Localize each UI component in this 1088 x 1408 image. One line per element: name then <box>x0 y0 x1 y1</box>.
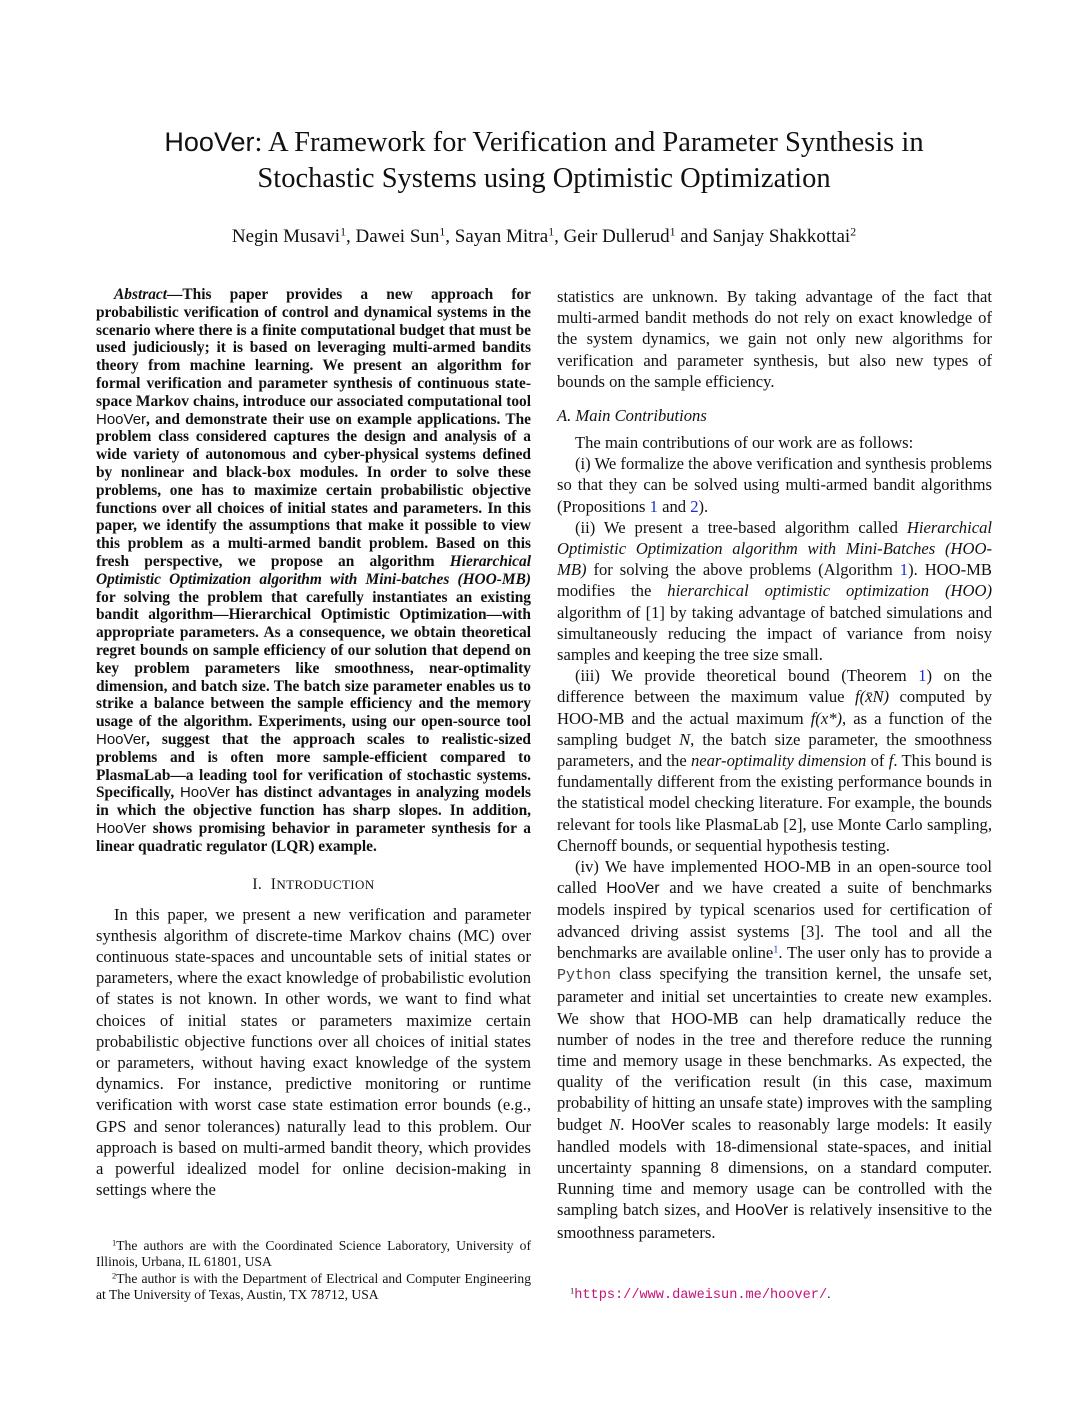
author-separator: , <box>345 226 356 247</box>
right-column <box>557 286 992 1243</box>
contribution-text: scales to reasonably large models: It easily handled models with 18-dimensional state-spaces, and initial uncertainty spanning 8 dimensions, on a standard computer. Running time and memory usage can be controlled with the sampling batch sizes, and <box>557 1114 993 1220</box>
abstract-label: Abstract <box>114 286 168 303</box>
footnote <box>96 1271 531 1302</box>
author-and: and <box>675 226 713 247</box>
footnote-text: The author is with the Department of Electrical and Computer Engineering at The University of Texas, Austin, TX 78712, USA <box>96 1271 531 1302</box>
author-affiliation-mark: 1 <box>548 225 555 239</box>
contribution-text: (ii) We present a tree-based algorithm called <box>575 517 907 537</box>
math-expression: N <box>679 729 691 749</box>
paper-title <box>110 124 978 197</box>
footnote-text: . <box>827 1286 831 1301</box>
contribution-text: . The user only has to provide a <box>778 942 992 962</box>
contribution-text: and we have created a suite of benchmarks models inspired by typical scenarios used for certification of advanced driving assist systems [3]. The tool and all the benchmarks are available online <box>557 878 992 962</box>
tool-name: HooVer <box>179 784 230 802</box>
project-url-link[interactable]: https://www.daweisun.me/hoover/ <box>574 1288 828 1303</box>
section-title-initial: I <box>270 875 277 893</box>
contribution-item <box>557 856 992 1243</box>
section-heading-introduction <box>96 876 531 894</box>
footnote-right <box>570 1286 831 1303</box>
contribution-text: ). HOO-MB modifies the <box>557 560 992 601</box>
author-affiliation-mark: 1 <box>340 225 346 239</box>
abstract-text: , and demonstrate their use on example applications. The problem class considered captures the design and analysis of a wide variety of autonomous and cyber-physical systems defined by nonlinear and black-box modules. In order to solve these problems, one has to maximize certain probabilistic objective functions over all choices of initial states and parameters. In this paper, we identify the assumptions that make it possible to view this problem as a multi-armed bandit problem. Based on this fresh perspective, we propose an algorithm <box>96 410 531 570</box>
footnote-mark: 1 <box>570 1285 575 1296</box>
contribution-text: (i) We formalize the above verification and synthesis problems so that they can be solved using multi-armed bandit algorithms (Propositions <box>557 454 992 516</box>
subsection-heading: A. Main Contributions <box>557 406 707 426</box>
abstract-text: This paper provides a new approach for probabilistic verification of control and dynamical systems in the scenario where there is a finite computational budget that must be used judiciously; it is based on leveraging multi-armed bandits theory from machine learning. We present an algorithm for formal verification and parameter synthesis of continuous state-space Markov chains, introduce our associated computational tool <box>96 286 531 410</box>
abstract-text: has distinct advantages in analyzing models in which the objective function has sharp slopes. In addition, <box>96 784 532 820</box>
contribution-text: class specifying the transition kernel, the unsafe set, parameter and initial set uncertainties to create new examples. We show that HOO-MB can help dramatically reduce the number of nodes in the tree and therefore reduce the running time and memory usage in these benchmarks. As expected, the quality of the verification result (in this case, maximum probability of hitting an unsafe state) improves with the sampling budget <box>557 964 992 1134</box>
code-text: Python <box>557 967 612 985</box>
title-line1: : A Framework for Verification and Parameter Synthesis in <box>254 127 924 158</box>
algorithm-name: hierarchical optimistic optimization (HOO) <box>667 581 992 601</box>
author-affiliation-mark: 2 <box>850 225 857 239</box>
title-line2: Stochastic Systems using Optimistic Optimization <box>257 163 831 194</box>
left-column <box>96 286 531 1200</box>
author-name: Dawei Sun <box>355 226 440 247</box>
contribution-text: ). <box>698 496 709 516</box>
intro-paragraph: In this paper, we present a new verification and parameter synthesis algorithm of discrete-time Markov chains (MC) over continuous state-spaces and uncountable sets of initial states or parameters, where the exact knowledge of probabilistic evolution of states is not known. In other words, we want to find what choices of initial states or parameters maximize certain probabilistic objective functions over all choices of initial states or parameters, without having exact knowledge of the system dynamics. For instance, predictive monitoring or runtime verification with worst case state estimation error bounds (e.g., GPS and senor tolerances) naturally lead to this problem. Our approach is based on multi-armed bandit theory, which provides a powerful idealized model for online decision-making in settings where the <box>96 904 531 1200</box>
abstract-text: , suggest that the approach scales to realistic-sized problems and is often more sample-efficient compared to PlasmaLab—a leading tool for verification of stochastic systems. Specifically, <box>96 730 531 802</box>
algorithm-name: Hierarchical Optimistic Optimization algorithm with Mini-Batches (HOO-MB) <box>557 517 992 580</box>
math-expression: f(x̄N) <box>854 687 890 707</box>
contribution-item <box>557 453 992 517</box>
emphasis-text: near-optimality dimension <box>690 751 867 771</box>
contributions-intro: The main contributions of our work are as follows: <box>575 433 914 453</box>
contribution-text: computed by HOO-MB and the actual maximum <box>557 687 993 728</box>
author-name: Sayan Mitra <box>454 226 549 247</box>
abstract-text: shows promising behavior in parameter synthesis for a linear quadratic regulator (LQR) example. <box>96 819 531 855</box>
contribution-text: (iv) We have implemented HOO-MB in an open-source tool called <box>557 857 992 898</box>
contribution-text: and <box>657 496 691 516</box>
contribution-text: ) on the difference between the maximum value <box>557 666 992 707</box>
abstract-text: for solving the problem that carefully instantiates an existing bandit algorithm—Hierarchical Optimistic Optimization—with appropriate parameters. As a consequence, we obtain theoretical regret bounds on sample efficiency of our solution that depend on key problem parameters like smoothness, near-optimality dimension, and batch size. The batch size parameter enables us to strike a balance between the sample efficiency and the memory usage of the algorithm. Experiments, using our open-source tool <box>96 588 531 731</box>
continuation-paragraph: statistics are unknown. By taking advantage of the fact that multi-armed bandit methods do not rely on exact knowledge of the system dynamics, we gain not only new algorithms for verification and parameter synthesis, but also new types of bounds on the sample efficiency. <box>557 287 992 391</box>
author-separator: , <box>554 226 564 247</box>
author-separator: , <box>445 226 455 247</box>
contribution-text: , as a function of the sampling budget <box>557 708 992 749</box>
author-list <box>110 225 978 249</box>
contribution-text: , the batch size parameter, the smoothness parameters, and the <box>557 729 992 771</box>
proposition-link[interactable]: 2 <box>690 496 699 516</box>
proposition-link[interactable]: 1 <box>649 496 658 516</box>
tool-name: HooVer <box>734 1202 789 1220</box>
footnote-mark: 1 <box>112 1237 117 1248</box>
author-name: Negin Musavi <box>231 226 341 247</box>
footnote <box>96 1238 531 1269</box>
tool-name: HooVer <box>96 410 147 428</box>
theorem-link[interactable]: 1 <box>918 666 927 686</box>
contribution-text: . <box>620 1114 632 1134</box>
section-title-rest: NTRODUCTION <box>276 876 375 892</box>
tool-name: HooVer <box>631 1116 685 1134</box>
author-affiliation-mark: 1 <box>439 225 446 239</box>
math-expression: f(x*) <box>810 708 843 728</box>
author-name: Geir Dullerud <box>563 226 670 247</box>
contribution-text: for solving the above problems (Algorithm <box>586 560 900 580</box>
algorithm-link[interactable]: 1 <box>899 560 909 580</box>
footnote-mark: 2 <box>112 1270 117 1281</box>
footnote-link[interactable]: 1 <box>773 944 779 956</box>
contribution-item <box>557 517 992 665</box>
contribution-text: algorithm of [1] by taking advantage of batched simulations and simultaneously reducing the impact of variance from noisy samples and keeping the tree size small. <box>557 602 992 665</box>
abstract <box>96 286 531 856</box>
tool-name: HooVer <box>96 730 147 748</box>
contribution-item <box>557 665 992 856</box>
contribution-text: (iii) We provide theoretical bound (Theorem <box>575 666 919 686</box>
contribution-text: is relatively insensitive to the smoothness parameters. <box>557 1200 993 1242</box>
footnote-text: The authors are with the Coordinated Science Laboratory, University of Illinois, Urbana, IL 61801, USA <box>96 1238 531 1269</box>
contribution-text: of <box>866 751 889 771</box>
contribution-text: . This bound is fundamentally different from the existing performance bounds in the statistical model checking literature. For example, the bounds relevant for tools like PlasmaLab [2], use Monte Carlo sampling, Chernoff bounds, or sequential hypothesis testing. <box>557 751 993 855</box>
section-number: I. <box>252 875 263 893</box>
tool-name: HooVer <box>606 880 660 898</box>
math-expression: f <box>888 751 894 771</box>
author-name: Sanjay Shakkottai <box>712 226 851 247</box>
math-expression: N <box>609 1114 621 1134</box>
author-affiliation-mark: 1 <box>669 225 676 239</box>
footnotes-left <box>96 1238 531 1304</box>
title-tool-name: HooVer <box>164 127 255 157</box>
tool-name: HooVer <box>96 819 147 837</box>
algorithm-name: Hierarchical Optimistic Optimization algorithm with Mini-batches (HOO-MB) <box>96 552 531 588</box>
abstract-dash: — <box>167 286 183 303</box>
